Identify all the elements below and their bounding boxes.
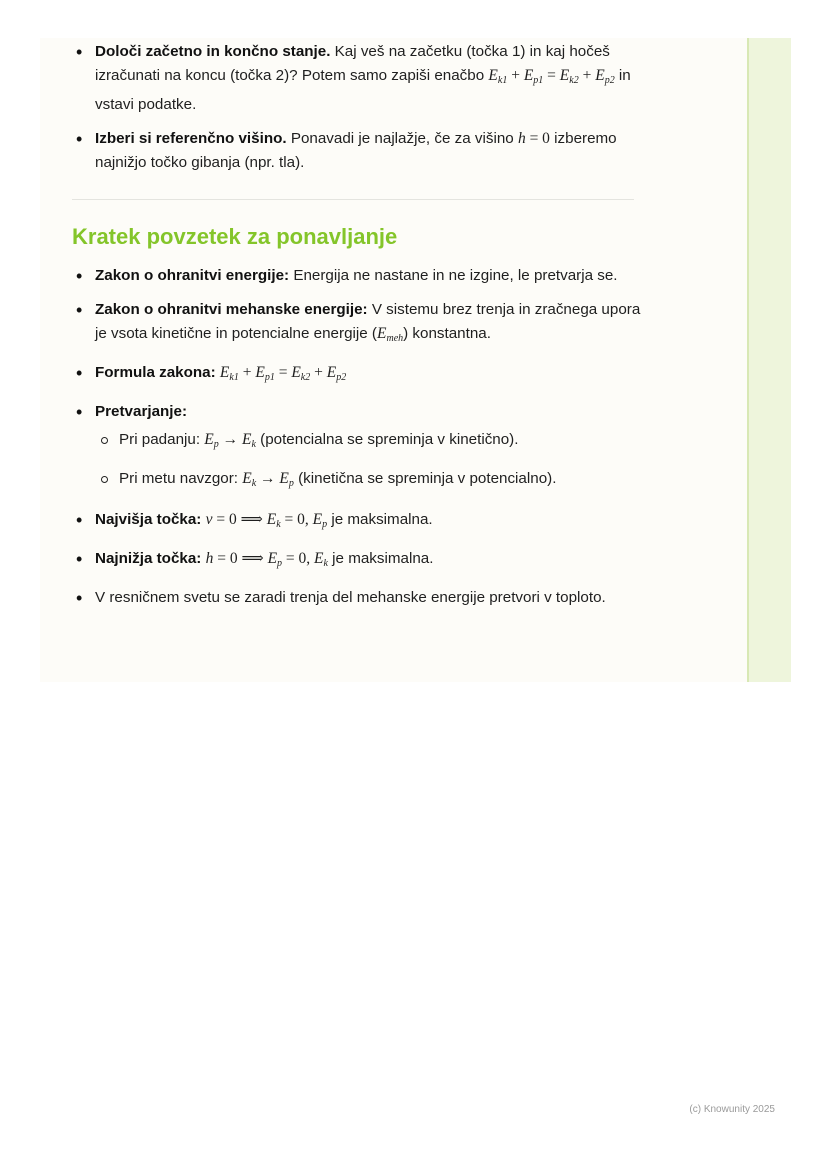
- formula-equation: $E_{k1} + E_{p1} = E_{k2} + E_{p2}$: [219, 364, 347, 383]
- tips-list: [72, 40, 652, 175]
- item-title: Pretvarjanje:: [95, 403, 188, 420]
- copyright-footer: (c) Knowunity 2025: [689, 1104, 775, 1115]
- energy-equation: $E_{k1} + E_{p1} = E_{k2} + E_{p2}$: [488, 67, 615, 86]
- sub-list-item: Pri padanju: $E_p \to E_k$ (potencialna se spreminja v kinetično).: [95, 428, 652, 457]
- plus-sign-2: +: [310, 364, 327, 381]
- list-item: • Zakon o ohranitvi mehanske energije: V sistemu brez trenja in zračnega upora je vsota kinetične in potencialne energije $(E_{meh})$ konstantna.: [72, 298, 652, 351]
- item-title: Najvišja točka:: [95, 511, 202, 528]
- document-content: [72, 40, 652, 620]
- item-title: Izberi si referenčno višino.: [95, 130, 287, 147]
- list-item: • Najvišja točka: v = 0 ⟹ $E_k = 0$, $E_p$ je maksimalna.: [72, 508, 652, 537]
- list-item: • Zakon o ohranitvi energije: Energija ne nastane in ne izgine, le pretvarja se.: [72, 264, 652, 288]
- summary-list: [72, 264, 652, 610]
- item-title: Formula zakona:: [95, 364, 216, 381]
- top-point-equation: v = 0 ⟹ $E_k = 0$, $E_p$: [205, 511, 328, 530]
- section-divider: [72, 199, 634, 200]
- section-heading: Kratek povzetek za ponavljanje: [72, 224, 398, 249]
- list-item: • Določi začetno in končno stanje. Kaj veš na začetku (točka 1) in kaj hočeš izračunati na koncu (točka 2)? Potem samo zapiši enačbo $E_{k1} + E_{p1} = E_{k2} + E_{p2}$ in vstavi podatke.: [72, 40, 652, 117]
- item-title: Določi začetno in končno stanje.: [95, 43, 331, 60]
- item-title: Najnižja točka:: [95, 550, 202, 567]
- sub-list-item: Pri metu navzgor: $E_k \to E_p$ (kinetična se spreminja v potencialno).: [95, 467, 652, 496]
- item-title: Zakon o ohranitvi mehanske energije:: [95, 301, 368, 318]
- side-accent-strip: [749, 38, 791, 682]
- emeh-symbol: $E_{meh}$: [377, 325, 404, 344]
- item-title: Zakon o ohranitvi energije:: [95, 267, 290, 284]
- list-item: [72, 361, 652, 390]
- conversion-sublist: [95, 428, 652, 496]
- bottom-point-equation: h = 0 ⟹ $E_p = 0$, $E_k$: [205, 550, 328, 569]
- height-equation: h = 0: [517, 130, 550, 147]
- list-item: • Najnižja točka: h = 0 ⟹ $E_p = 0$, $E_k$ je maksimalna.: [72, 547, 652, 576]
- list-item: • Izberi si referenčno višino. Ponavadi je najlažje, če za višino h = 0 izberemo najnižjo točko gibanja (npr. tla).: [72, 127, 652, 175]
- list-item: [72, 400, 652, 496]
- list-item: • V resničnem svetu se zaradi trenja del mehanske energije pretvori v toploto.: [72, 586, 652, 610]
